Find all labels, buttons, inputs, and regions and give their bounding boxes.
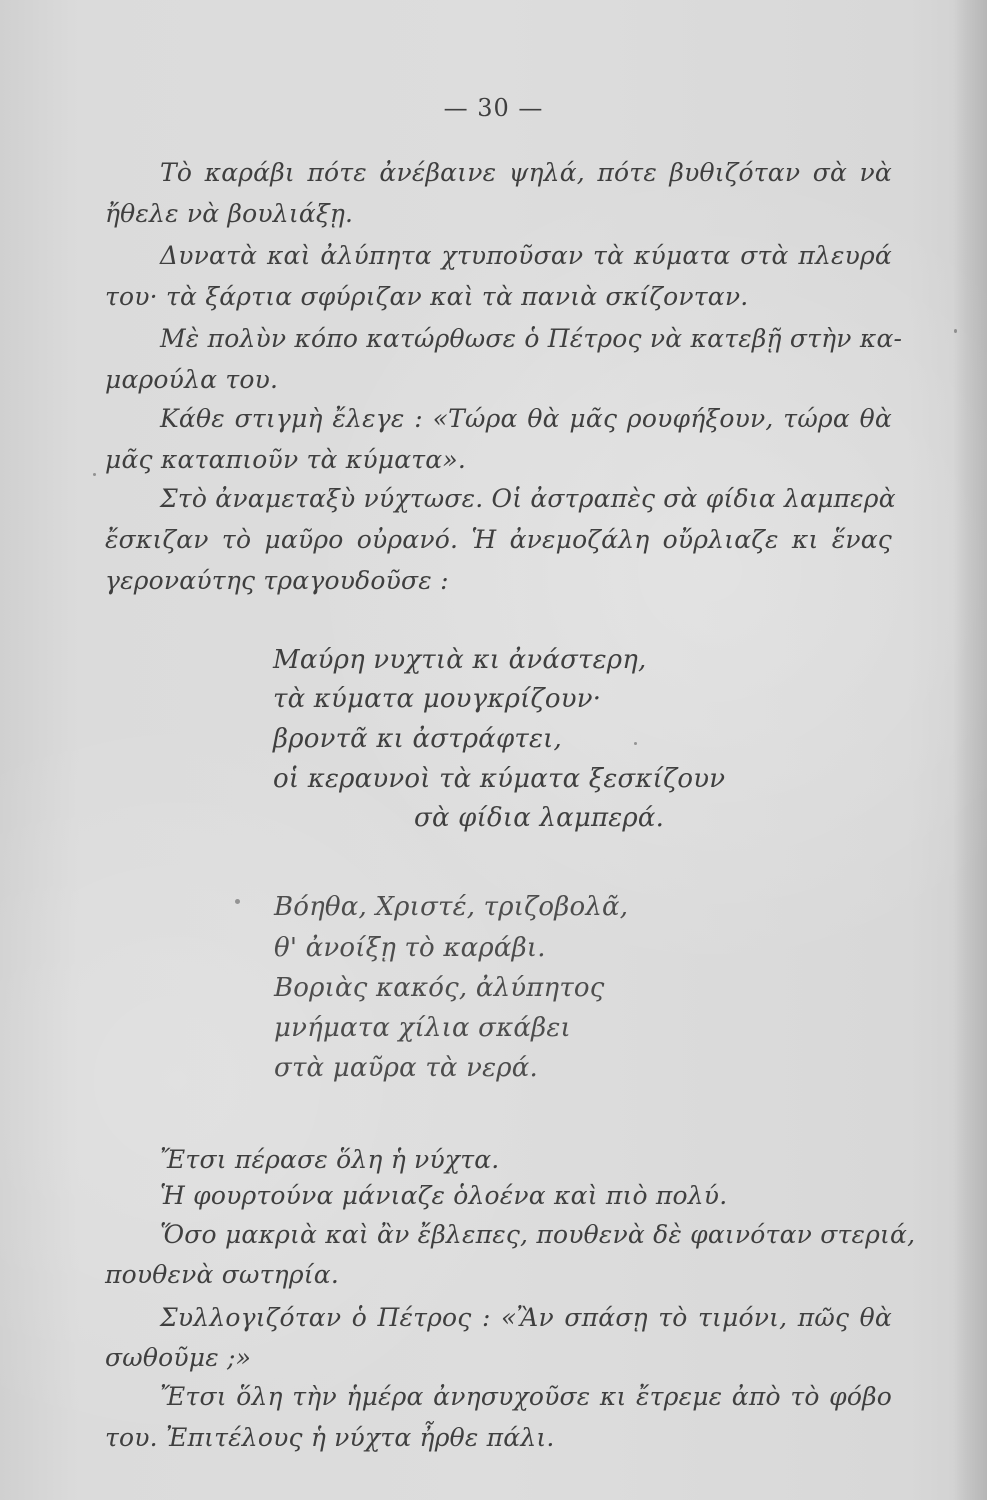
poem-stanza-1-line-3: βροντᾶ κι ἀστράφτει, — [273, 724, 563, 754]
poem-stanza-1-line-1: Μαύρη νυχτιὰ κι ἀνάστερη, — [273, 645, 647, 675]
paragraph-10-line-1: Ἔτσι ὅλη τὴν ἡμέρα ἀνησυχοῦσε κι ἔτρεμε ἀπὸ τὸ φόβο — [160, 1382, 892, 1411]
paragraph-7-line-1: Ἡ φουρτούνα μάνιαζε ὁλοένα καὶ πιὸ πολύ. — [160, 1181, 728, 1210]
paragraph-1-line-1: Τὸ καράβι πότε ἀνέβαινε ψηλά, πότε βυθιζόταν σὰ νὰ — [160, 158, 892, 187]
paper-speck — [954, 329, 957, 333]
poem-stanza-1-line-2: τὰ κύματα μουγκρίζουν· — [273, 684, 602, 714]
paragraph-6-line-1: Ἔτσι πέρασε ὅλη ἡ νύχτα. — [160, 1145, 500, 1174]
paragraph-5-line-1: Στὸ ἀναμεταξὺ νύχτωσε. Οἱ ἀστραπὲς σὰ φίδια λαμπερὰ — [160, 484, 896, 513]
page-edge-shadow — [953, 0, 987, 1500]
page-number: — 30 — — [443, 94, 544, 122]
poem-stanza-2-line-3: Βοριὰς κακός, ἀλύπητος — [274, 973, 605, 1003]
poem-stanza-1-line-5: σὰ φίδια λαμπερά. — [414, 803, 665, 833]
paragraph-5-line-2: ἔσκιζαν τὸ μαῦρο οὐρανό. Ἡ ἀνεμοζάλη οὔρλιαζε κι ἕνας — [105, 525, 892, 554]
poem-stanza-1-line-4: οἱ κεραυνοὶ τὰ κύματα ξεσκίζουν — [273, 764, 726, 794]
paragraph-5-line-3: γεροναύτης τραγουδοῦσε : — [105, 566, 449, 595]
poem-stanza-2-line-5: στὰ μαῦρα τὰ νερά. — [274, 1053, 538, 1083]
poem-stanza-2-line-2: θ' ἀνοίξῃ τὸ καράβι. — [274, 933, 546, 963]
paragraph-3-line-2: μαρούλα του. — [105, 365, 279, 394]
paragraph-1-line-2: ἤθελε νὰ βουλιάξῃ. — [105, 199, 354, 228]
paragraph-4-line-1: Κάθε στιγμὴ ἔλεγε : «Τώρα θὰ μᾶς ρουφήξουν, τώρα θὰ — [160, 404, 892, 433]
paper-speck — [634, 742, 637, 745]
paragraph-2-line-1: Δυνατὰ καὶ ἀλύπητα χτυποῦσαν τὰ κύματα στὰ πλευρά — [160, 241, 892, 270]
paper-speck — [93, 473, 96, 476]
paper-speck — [235, 899, 240, 904]
poem-stanza-2-line-4: μνήματα χίλια σκάβει — [274, 1013, 571, 1043]
poem-stanza-2-line-1: Βόηθα, Χριστέ, τριζοβολᾶ, — [274, 892, 629, 922]
paragraph-2-line-2: του· τὰ ξάρτια σφύριζαν καὶ τὰ πανιὰ σκίζονταν. — [105, 282, 749, 311]
paragraph-9-line-2: σωθοῦμε ;» — [105, 1343, 252, 1372]
paragraph-8-line-1: Ὅσο μακριὰ καὶ ἂν ἔβλεπες, πουθενὰ δὲ φαινόταν στεριά, — [160, 1220, 916, 1249]
paragraph-9-line-1: Συλλογιζόταν ὁ Πέτρος : «Ἂν σπάσῃ τὸ τιμόνι, πῶς θὰ — [160, 1303, 892, 1332]
paragraph-8-line-2: πουθενὰ σωτηρία. — [105, 1260, 339, 1289]
paragraph-4-line-2: μᾶς καταπιοῦν τὰ κύματα». — [105, 445, 467, 474]
paragraph-10-line-2: του. Ἐπιτέλους ἡ νύχτα ἦρθε πάλι. — [105, 1423, 555, 1452]
paragraph-3-line-1: Μὲ πολὺν κόπο κατώρθωσε ὁ Πέτρος νὰ κατεβῇ στὴν κα- — [160, 324, 903, 353]
